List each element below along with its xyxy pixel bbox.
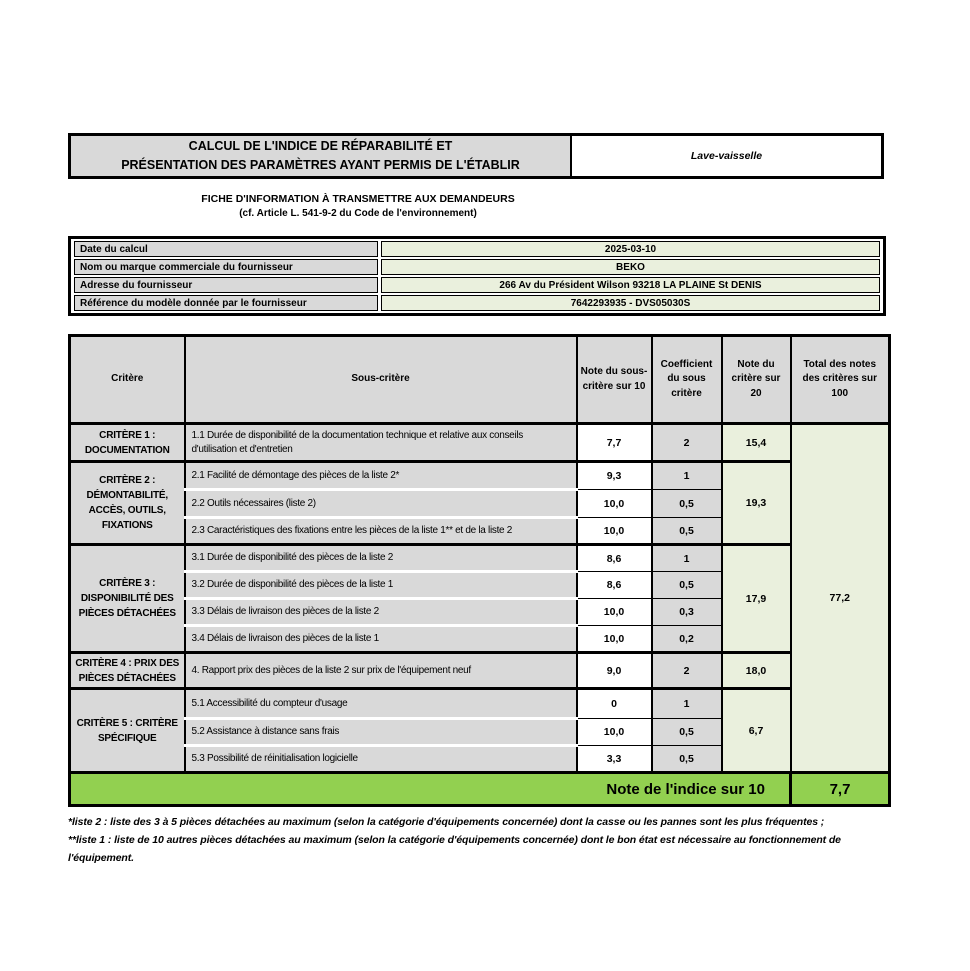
table-row (70, 424, 890, 462)
score10-cell: 10,0 (577, 490, 652, 518)
coefficient-cell: 0,5 (652, 719, 722, 746)
criteria-table-header-row (70, 336, 890, 424)
info-row-model-ref (74, 295, 880, 311)
table-row (70, 462, 890, 490)
coefficient-cell: 0,5 (652, 746, 722, 773)
column-header-note-sous-critere: Note du sous-critère sur 10 (577, 336, 652, 424)
index-score-row (70, 773, 890, 806)
table-row (70, 689, 890, 719)
column-header-note-critere: Note du critère sur 20 (722, 336, 791, 424)
footnotes (68, 814, 868, 868)
coefficient-cell: 1 (652, 462, 722, 490)
supplier-info-table (68, 236, 886, 316)
subcriterion-cell: 4. Rapport prix des pièces de la liste 2 sur prix de l'équipement neuf (185, 653, 577, 689)
score10-cell: 9,3 (577, 462, 652, 490)
index-score-value: 7,7 (791, 773, 890, 806)
info-row-date (74, 241, 880, 257)
subcriterion-cell: 2.1 Facilité de démontage des pièces de la liste 2* (185, 462, 577, 490)
footnote-liste1: **liste 1 : liste de 10 autres pièces détachées au maximum (selon la catégorie d'équipements concernée) dont le bon état est nécessaire au fonctionnement de l'équipement. (68, 833, 841, 864)
info-value: 2025-03-10 (381, 241, 880, 257)
column-header-total: Total des notes des critères sur 100 (791, 336, 890, 424)
table-row (70, 545, 890, 572)
subcriterion-cell: 1.1 Durée de disponibilité de la documentation technique et relative aux conseils d'utilisation et d'entretien (185, 424, 577, 462)
document-header-box (68, 133, 884, 179)
score10-cell: 0 (577, 689, 652, 719)
subcriterion-cell: 5.2 Assistance à distance sans frais (185, 719, 577, 746)
footnote-liste2: *liste 2 : liste des 3 à 5 pièces détachées au maximum (selon la catégorie d'équipements concernée) dont la casse ou les pannes sont les plus fréquentes ; (68, 816, 825, 828)
coefficient-cell: 2 (652, 424, 722, 462)
score20-cell: 6,7 (722, 689, 791, 773)
coefficient-cell: 0,5 (652, 518, 722, 545)
info-value: BEKO (381, 259, 880, 275)
score20-cell: 17,9 (722, 545, 791, 653)
total100-cell: 77,2 (791, 424, 890, 773)
coefficient-cell: 0,2 (652, 626, 722, 653)
subcriterion-cell: 2.3 Caractéristiques des fixations entre les pièces de la liste 1** et de la liste 2 (185, 518, 577, 545)
subcriterion-cell: 5.3 Possibilité de réinitialisation logicielle (185, 746, 577, 773)
score10-cell: 7,7 (577, 424, 652, 462)
info-row-address (74, 277, 880, 293)
table-row (70, 653, 890, 689)
criteria-table (68, 334, 891, 807)
score10-cell: 3,3 (577, 746, 652, 773)
info-label: Adresse du fournisseur (74, 277, 378, 293)
subcriterion-cell: 3.3 Délais de livraison des pièces de la liste 2 (185, 599, 577, 626)
subcriterion-cell: 2.2 Outils nécessaires (liste 2) (185, 490, 577, 518)
coefficient-cell: 0,3 (652, 599, 722, 626)
score10-cell: 10,0 (577, 518, 652, 545)
score10-cell: 10,0 (577, 626, 652, 653)
score10-cell: 8,6 (577, 545, 652, 572)
coefficient-cell: 1 (652, 545, 722, 572)
criterion-cell: CRITÈRE 3 : DISPONIBILITÉ DES PIÈCES DÉTACHÉES (70, 545, 185, 653)
column-header-coefficient: Coefficient du sous critère (652, 336, 722, 424)
score20-cell: 18,0 (722, 653, 791, 689)
column-header-critere: Critère (70, 336, 185, 424)
info-label: Date du calcul (74, 241, 378, 257)
info-value: 7642293935 - DVS05030S (381, 295, 880, 311)
score10-cell: 10,0 (577, 719, 652, 746)
info-row-brand (74, 259, 880, 275)
score10-cell: 10,0 (577, 599, 652, 626)
document-subheader (68, 193, 648, 219)
coefficient-cell: 1 (652, 689, 722, 719)
coefficient-cell: 0,5 (652, 572, 722, 599)
subcriterion-cell: 3.1 Durée de disponibilité des pièces de la liste 2 (185, 545, 577, 572)
score10-cell: 9,0 (577, 653, 652, 689)
document-title-line2: PRÉSENTATION DES PARAMÈTRES AYANT PERMIS DE L'ÉTABLIR (121, 158, 520, 172)
coefficient-cell: 0,5 (652, 490, 722, 518)
subcriterion-cell: 3.2 Durée de disponibilité des pièces de la liste 1 (185, 572, 577, 599)
info-value: 266 Av du Président Wilson 93218 LA PLAINE St DENIS (381, 277, 880, 293)
document-title (71, 136, 572, 176)
product-type-cell: Lave-vaisselle (572, 136, 881, 176)
document-content (68, 133, 900, 868)
subheader-line2: (cf. Article L. 541-9-2 du Code de l'environnement) (239, 208, 477, 219)
index-score-label: Note de l'indice sur 10 (70, 773, 791, 806)
score10-cell: 8,6 (577, 572, 652, 599)
score20-cell: 15,4 (722, 424, 791, 462)
criterion-cell: CRITÈRE 4 : PRIX DES PIÈCES DÉTACHÉES (70, 653, 185, 689)
subcriterion-cell: 3.4 Délais de livraison des pièces de la liste 1 (185, 626, 577, 653)
subcriterion-cell: 5.1 Accessibilité du compteur d'usage (185, 689, 577, 719)
info-label: Nom ou marque commerciale du fournisseur (74, 259, 378, 275)
column-header-sous-critere: Sous-critère (185, 336, 577, 424)
criterion-cell: CRITÈRE 5 : CRITÈRE SPÉCIFIQUE (70, 689, 185, 773)
criterion-cell: CRITÈRE 1 : DOCUMENTATION (70, 424, 185, 462)
coefficient-cell: 2 (652, 653, 722, 689)
document-title-line1: CALCUL DE L'INDICE DE RÉPARABILITÉ ET (188, 139, 453, 154)
score20-cell: 19,3 (722, 462, 791, 545)
criterion-cell: CRITÈRE 2 : DÉMONTABILITÉ, ACCÈS, OUTILS, FIXATIONS (70, 462, 185, 545)
subheader-line1: FICHE D'INFORMATION À TRANSMETTRE AUX DEMANDEURS (201, 193, 515, 205)
info-label: Référence du modèle donnée par le fournisseur (74, 295, 378, 311)
